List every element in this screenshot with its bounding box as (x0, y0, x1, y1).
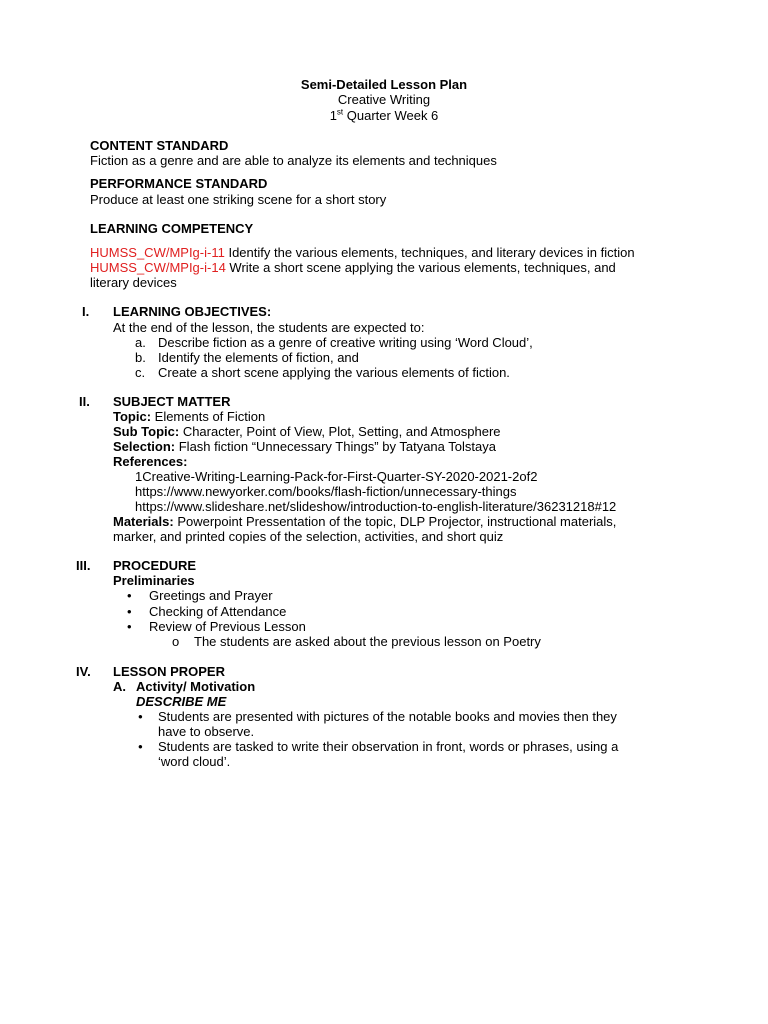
activity-item: Students are tasked to write their observation in front, words or phrases, using a (158, 739, 619, 754)
performance-standard-heading: PERFORMANCE STANDARD (90, 176, 268, 191)
performance-standard-text: Produce at least one striking scene for a short story (90, 192, 387, 207)
activity-heading: Activity/ Motivation (136, 679, 256, 694)
reference-item: https://www.slideshare.net/slideshow/introduction-to-english-literature/36231218#12 (135, 499, 617, 514)
materials-continued: marker, and printed copies of the selection, activities, and short quiz (113, 529, 504, 544)
document-subject: Creative Writing (337, 92, 431, 107)
quarter-suffix: st (336, 107, 344, 117)
bullet-icon: • (138, 739, 143, 754)
procedure-item: Checking of Attendance (149, 604, 287, 619)
bullet-icon: • (127, 619, 132, 634)
document-title: Semi-Detailed Lesson Plan (300, 77, 468, 92)
selection-line (113, 439, 496, 454)
materials-label: Materials: (113, 514, 174, 529)
competency-item (90, 245, 635, 260)
sub-bullet-marker: o (172, 634, 180, 649)
activity-marker: A. (113, 679, 126, 694)
subtopic-line (113, 424, 501, 439)
objective-text: Identify the elements of fiction, and (158, 350, 359, 365)
bullet-icon: • (138, 709, 143, 724)
selection-label: Selection: (113, 439, 176, 454)
reference-item: https://www.newyorker.com/books/flash-fiction/unnecessary-things (135, 484, 517, 499)
references-label: References: (113, 454, 188, 469)
procedure-heading: PROCEDURE (113, 558, 197, 573)
learning-competency-heading: LEARNING COMPETENCY (90, 221, 254, 236)
learning-objectives-heading: LEARNING OBJECTIVES: (113, 304, 272, 319)
quarter-number: 1 (329, 108, 337, 123)
procedure-item: Review of Previous Lesson (149, 619, 306, 634)
objective-text: Create a short scene applying the various elements of fiction. (158, 365, 510, 380)
subtopic-value: Character, Point of View, Plot, Setting, and Atmosphere (179, 424, 501, 439)
competency-text: Write a short scene applying the various elements, techniques, and (225, 260, 616, 275)
section-numeral: IV. (76, 664, 91, 679)
subtopic-label: Sub Topic: (113, 424, 180, 439)
activity-item-continued: have to observe. (158, 724, 255, 739)
objective-marker: c. (135, 365, 146, 380)
quarter-rest: Quarter Week 6 (343, 108, 439, 123)
procedure-sub-item: The students are asked about the previous lesson on Poetry (194, 634, 541, 649)
content-standard-text: Fiction as a genre and are able to analyze its elements and techniques (90, 153, 497, 168)
subject-matter-heading: SUBJECT MATTER (113, 394, 231, 409)
procedure-item: Greetings and Prayer (149, 588, 273, 603)
competency-code: HUMSS_CW/MPIg-i-14 (90, 260, 226, 275)
preliminaries-heading: Preliminaries (113, 573, 195, 588)
competency-text-continued: literary devices (90, 275, 177, 290)
selection-value: Flash fiction “Unnecessary Things” by Tatyana Tolstaya (175, 439, 496, 454)
materials-line (113, 514, 616, 529)
topic-value: Elements of Fiction (151, 409, 266, 424)
reference-item: 1Creative-Writing-Learning-Pack-for-First-Quarter-SY-2020-2021-2of2 (135, 469, 538, 484)
bullet-icon: • (127, 604, 132, 619)
competency-text: Identify the various elements, techniques, and literary devices in fiction (224, 245, 635, 260)
objective-marker: b. (135, 350, 146, 365)
bullet-icon: • (127, 588, 132, 603)
topic-line (113, 409, 265, 424)
section-numeral: I. (82, 304, 90, 319)
objectives-intro: At the end of the lesson, the students are expected to: (113, 320, 425, 335)
competency-item (90, 260, 616, 275)
content-standard-heading: CONTENT STANDARD (90, 138, 229, 153)
objective-marker: a. (135, 335, 146, 350)
topic-label: Topic: (113, 409, 152, 424)
materials-value: Powerpoint Pressentation of the topic, DLP Projector, instructional materials, (173, 514, 617, 529)
document-quarter (0, 108, 768, 123)
section-numeral: III. (76, 558, 91, 573)
objective-text: Describe fiction as a genre of creative writing using ‘Word Cloud’, (158, 335, 533, 350)
activity-title: DESCRIBE ME (136, 694, 227, 709)
section-numeral: II. (79, 394, 90, 409)
activity-item: Students are presented with pictures of the notable books and movies then they (158, 709, 617, 724)
competency-code: HUMSS_CW/MPIg-i-11 (90, 245, 225, 260)
activity-item-continued: ‘word cloud’. (158, 754, 231, 769)
lesson-proper-heading: LESSON PROPER (113, 664, 225, 679)
